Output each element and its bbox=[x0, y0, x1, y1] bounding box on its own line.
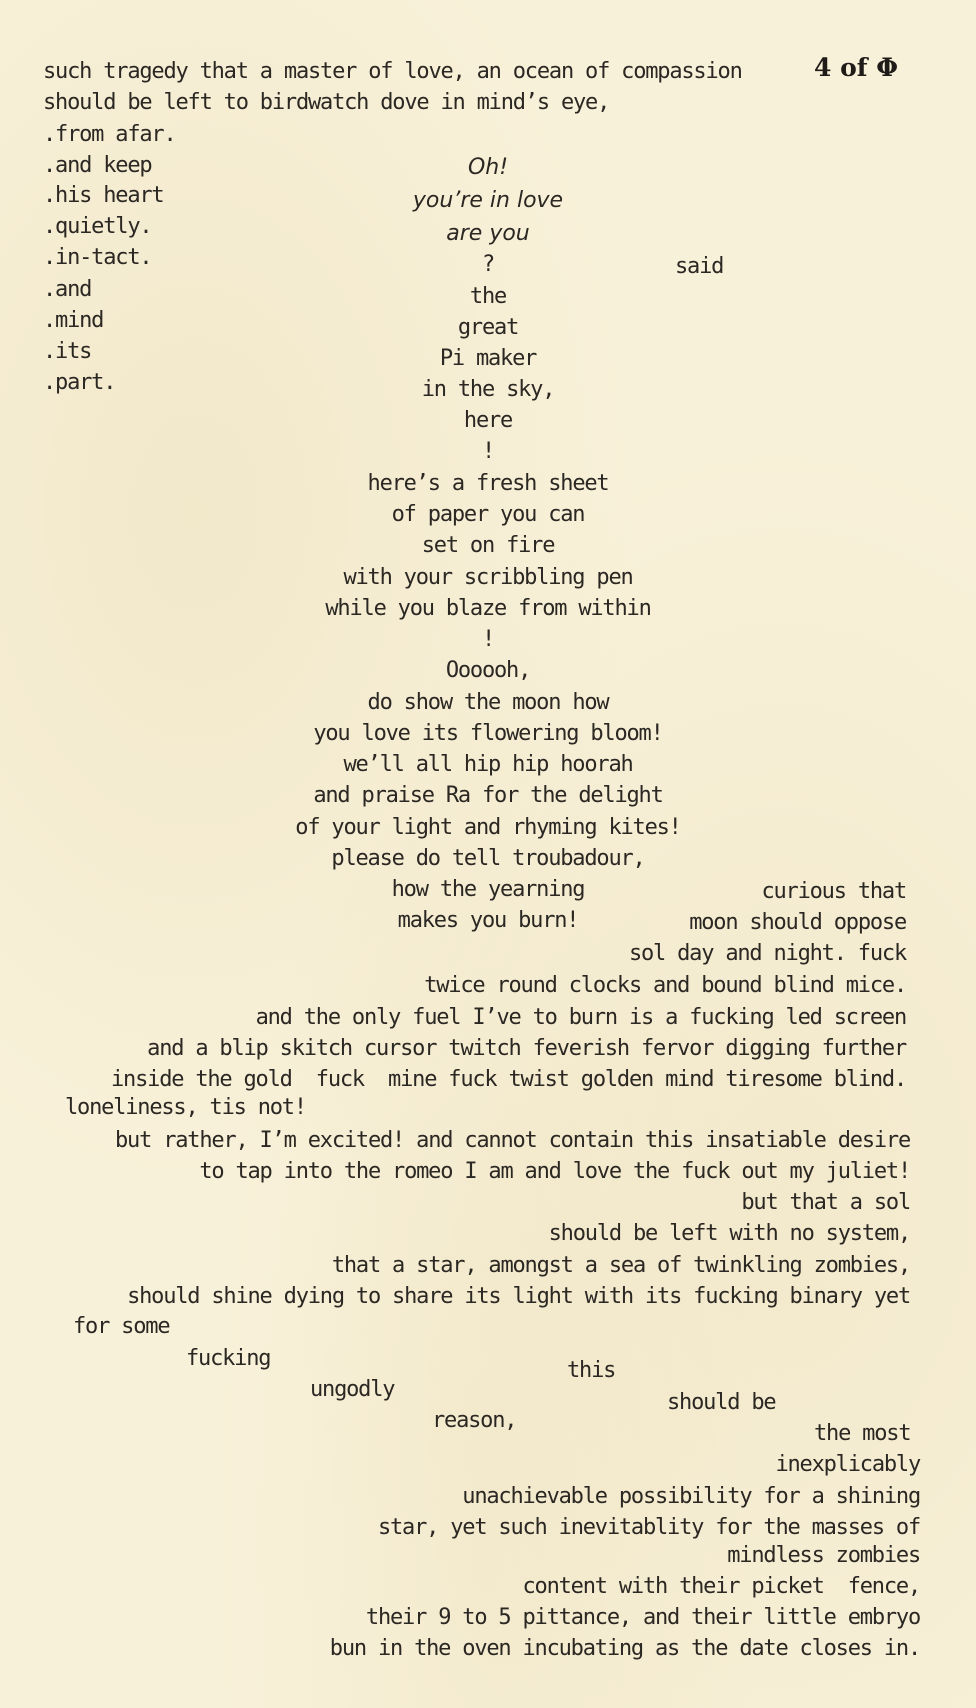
center-line: set on fire bbox=[421, 533, 555, 558]
scatter-word: fucking bbox=[186, 1346, 271, 1371]
left-column-line: .mind bbox=[43, 308, 104, 333]
excited-line: but rather, I’m excited! and cannot contain this insatiable desire bbox=[115, 1128, 910, 1153]
right-block-line: twice round clocks and bound blind mice. bbox=[424, 973, 906, 998]
center-italic-line: you’re in love bbox=[412, 188, 564, 213]
excited-line: that a star, amongst a sea of twinkling zombies, bbox=[331, 1253, 910, 1278]
right-block-line: inside the gold fuck mine fuck twist golden mind tiresome blind. bbox=[111, 1067, 906, 1092]
question-mark: ? bbox=[481, 252, 495, 277]
center-line: with your scribbling pen bbox=[343, 565, 633, 590]
center-line: please do tell troubadour, bbox=[331, 846, 645, 871]
for-some-line: for some bbox=[73, 1314, 170, 1339]
center-line: while you blaze from within bbox=[325, 596, 651, 621]
right-block-line: and a blip skitch cursor twitch feverish fervor digging further bbox=[147, 1036, 906, 1061]
center-line: here’s a fresh sheet bbox=[367, 471, 609, 496]
center-line: makes you burn! bbox=[397, 908, 579, 933]
scatter-word: ungodly bbox=[310, 1377, 395, 1402]
ending-line: mindless zombies bbox=[727, 1543, 920, 1568]
center-line: of paper you can bbox=[391, 502, 585, 527]
center-italic-line: are you bbox=[446, 221, 530, 246]
center-line: Pi maker bbox=[439, 346, 537, 371]
excited-line: but that a sol bbox=[741, 1190, 910, 1215]
right-block-line: and the only fuel I’ve to burn is a fucking led screen bbox=[255, 1005, 906, 1030]
scatter-word: should be bbox=[667, 1390, 776, 1415]
center-line: you love its flowering bloom! bbox=[313, 721, 663, 746]
right-block-line: curious that bbox=[761, 879, 906, 904]
ending-line: inexplicably bbox=[775, 1452, 920, 1477]
excited-line: should be left with no system, bbox=[548, 1221, 910, 1246]
excited-line: should shine dying to share its light with its fucking binary yet bbox=[127, 1284, 910, 1309]
center-line: of your light and rhyming kites! bbox=[295, 815, 681, 840]
said-word: said bbox=[675, 254, 724, 279]
center-line: the bbox=[469, 284, 507, 309]
scatter-word: the most bbox=[814, 1421, 911, 1446]
page-number-label: 4 of Φ bbox=[814, 53, 899, 82]
left-column-line: .part. bbox=[43, 370, 116, 395]
center-line: in the sky, bbox=[421, 377, 555, 402]
ending-line: bun in the oven incubating as the date closes in. bbox=[329, 1636, 920, 1661]
center-line: Oooooh, bbox=[445, 658, 531, 683]
left-column-line: .in-tact. bbox=[43, 245, 152, 270]
left-column-line: .his heart bbox=[43, 183, 164, 208]
left-column-line: .its bbox=[43, 339, 92, 364]
left-column-line: .and keep bbox=[43, 153, 152, 178]
excited-line: to tap into the romeo I am and love the fuck out my juliet! bbox=[199, 1159, 910, 1184]
center-line: we’ll all hip hip hoorah bbox=[343, 752, 633, 777]
right-block-line: sol day and night. fuck bbox=[628, 941, 906, 966]
left-column-line: .quietly. bbox=[43, 214, 152, 239]
ending-line: star, yet such inevitablity for the masses of bbox=[377, 1515, 920, 1540]
ending-line: their 9 to 5 pittance, and their little embryo bbox=[365, 1605, 920, 1630]
intro-line: such tragedy that a master of love, an ocean of compassion bbox=[43, 59, 742, 84]
ending-line: content with their picket fence, bbox=[522, 1574, 920, 1599]
center-line: do show the moon how bbox=[367, 690, 609, 715]
scatter-word: this bbox=[567, 1358, 616, 1383]
center-line: and praise Ra for the delight bbox=[313, 783, 663, 808]
center-line: how the yearning bbox=[391, 877, 585, 902]
right-block-line: moon should oppose bbox=[689, 910, 906, 935]
center-italic-line: Oh! bbox=[467, 155, 509, 180]
left-column-line: .from afar. bbox=[43, 122, 176, 147]
center-line: here bbox=[463, 408, 513, 433]
center-line: great bbox=[457, 315, 519, 340]
loneliness-line: loneliness, tis not! bbox=[65, 1095, 306, 1120]
center-line: ! bbox=[481, 627, 495, 652]
intro-line: should be left to birdwatch dove in mind’s eye, bbox=[43, 90, 610, 115]
scatter-word: reason, bbox=[432, 1408, 517, 1433]
ending-line: unachievable possibility for a shining bbox=[462, 1484, 920, 1509]
center-line: ! bbox=[481, 439, 495, 464]
left-column-line: .and bbox=[43, 277, 92, 302]
